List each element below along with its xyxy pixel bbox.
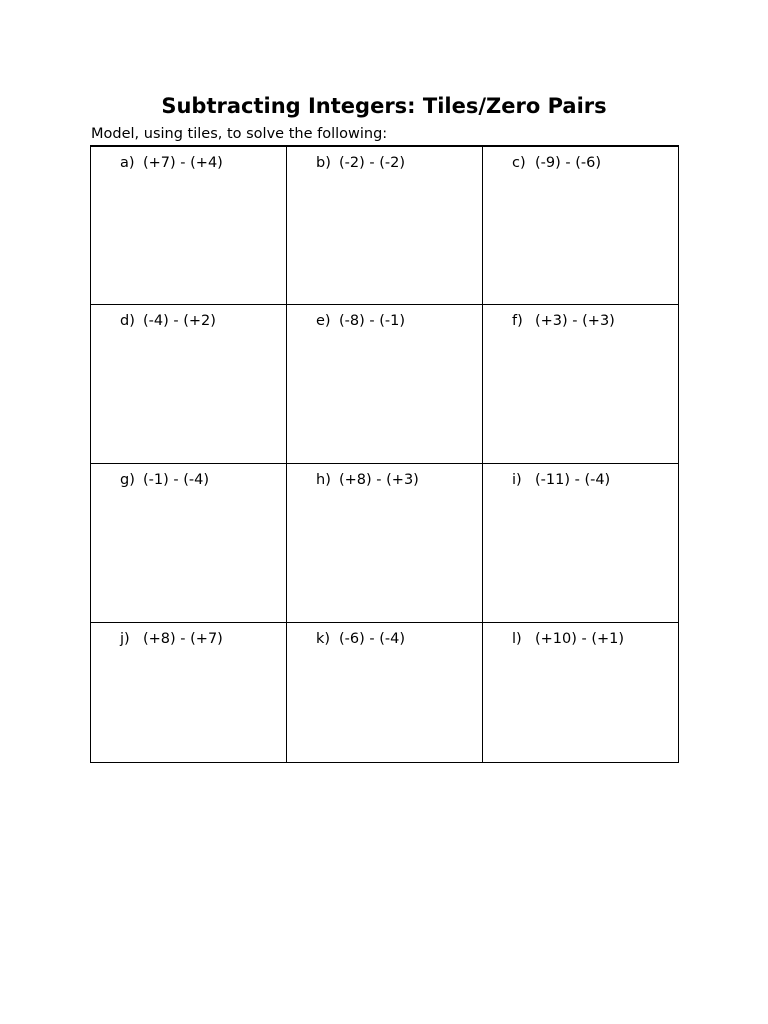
problem-cell-d [91, 305, 287, 464]
problem-row [91, 464, 679, 623]
problem-label: d) [120, 313, 135, 329]
problem-label: l) [512, 631, 522, 647]
problem-label: i) [512, 472, 522, 488]
problem-expression: (-4) - (+2) [143, 313, 216, 329]
problem-label: j) [120, 631, 130, 647]
problem-label: a) [120, 155, 135, 171]
problem-j [120, 630, 286, 648]
problem-label: k) [316, 631, 331, 647]
problem-expression: (+8) - (+7) [143, 631, 223, 647]
problem-cell-b [287, 146, 483, 305]
problem-expression: (-8) - (-1) [339, 313, 405, 329]
problem-cell-a [91, 146, 287, 305]
problem-i [512, 471, 678, 489]
problem-label: g) [120, 472, 135, 488]
problem-a [120, 154, 286, 172]
problem-c [512, 154, 678, 172]
problem-e [316, 312, 482, 330]
problem-cell-i [483, 464, 679, 623]
problem-cell-j [91, 623, 287, 763]
problem-k [316, 630, 482, 648]
problem-expression: (+10) - (+1) [535, 631, 625, 647]
problem-f [512, 312, 678, 330]
problem-label: f) [512, 313, 523, 329]
problem-cell-k [287, 623, 483, 763]
worksheet-title: Subtracting Integers: Tiles/Zero Pairs [161, 94, 607, 118]
problem-expression: (-1) - (-4) [143, 472, 209, 488]
problem-expression: (-9) - (-6) [535, 155, 601, 171]
problem-expression: (-6) - (-4) [339, 631, 405, 647]
problem-cell-c [483, 146, 679, 305]
problem-cell-e [287, 305, 483, 464]
problem-cell-g [91, 464, 287, 623]
problem-l [512, 630, 678, 648]
problem-expression: (+8) - (+3) [339, 472, 419, 488]
problem-row [91, 305, 679, 464]
problem-label: b) [316, 155, 331, 171]
problem-cell-l [483, 623, 679, 763]
problem-expression: (-11) - (-4) [535, 472, 611, 488]
problem-g [120, 471, 286, 489]
problem-cell-h [287, 464, 483, 623]
worksheet-instruction: Model, using tiles, to solve the following: [91, 126, 388, 142]
problem-label: h) [316, 472, 331, 488]
problem-expression: (-2) - (-2) [339, 155, 405, 171]
problem-grid [90, 145, 679, 763]
problem-expression: (+3) - (+3) [535, 313, 615, 329]
problem-row [91, 623, 679, 763]
problem-cell-f [483, 305, 679, 464]
problem-d [120, 312, 286, 330]
problem-row [91, 146, 679, 305]
problem-label: e) [316, 313, 331, 329]
problem-b [316, 154, 482, 172]
problem-expression: (+7) - (+4) [143, 155, 223, 171]
problem-label: c) [512, 155, 526, 171]
problem-h [316, 471, 482, 489]
